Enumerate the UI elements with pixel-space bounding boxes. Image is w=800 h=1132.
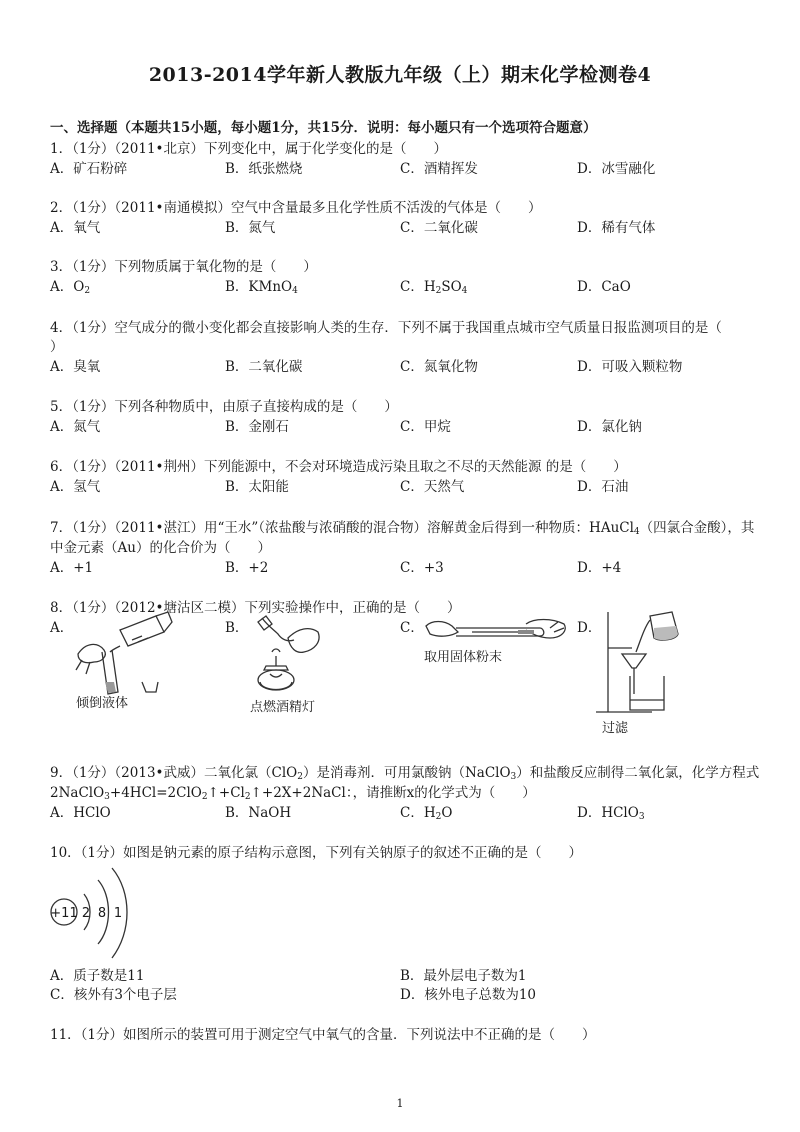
question-1-option-b: B．纸张燃烧	[225, 161, 303, 177]
question-1-option-d: D．冰雪融化	[577, 161, 656, 177]
page-title: 2013-2014学年新人教版九年级（上）期末化学检测卷4	[148, 64, 652, 86]
question-4-option-b: B．二氧化碳	[225, 359, 303, 375]
question-8-caption-b: 点燃酒精灯	[250, 700, 316, 715]
question-4-option-d: D．可吸入颗粒物	[577, 359, 683, 375]
question-9-option-c: C．$H_2O$	[400, 805, 453, 822]
question-6-option-b: B．太阳能	[225, 479, 289, 495]
question-7-option-a: A．+1	[50, 560, 94, 576]
question-5-option-d: D．氯化钠	[577, 419, 642, 435]
question-4-option-a: A．臭氧	[50, 359, 101, 375]
question-9-equation: $2NaClO_3+4HCl=2ClO_2↑+Cl_2↑+2X+2NaCl$：，请推断x的化学式为（ ）	[50, 785, 536, 802]
shell-electrons-1: 2	[81, 906, 91, 921]
question-5-option-b: B．金刚石	[225, 419, 289, 435]
section-heading: 一、选择题（本题共15小题，每小题1分，共15分．说明：每小题只有一个选项符合题意）	[50, 120, 597, 136]
question-7-option-c: C．+3	[400, 560, 444, 576]
question-8-option-d: D．	[577, 620, 602, 636]
question-8-stem: 8．（1分）（2012•塘沽区二模）下列实验操作中，正确的是（ ）	[50, 600, 461, 616]
page-number: 1	[396, 1097, 404, 1110]
question-7-stem-cont: 中金元素（Au）的化合价为（ ）	[50, 540, 271, 556]
question-11-stem: 11．（1分）如图所示的装置可用于测定空气中氧气的含量．下列说法中不正确的是（ ）	[50, 1027, 596, 1043]
question-8-caption-c: 取用固体粉末	[424, 650, 503, 665]
question-6-stem: 6．（1分）（2011•荆州）下列能源中，不会对环境造成污染且取之不尽的天然能源 的是（ ）	[50, 459, 627, 475]
question-2-option-d: D．稀有气体	[577, 220, 656, 236]
question-10-option-c: C．核外有3个电子层	[50, 987, 177, 1003]
question-6-option-c: C．天然气	[400, 479, 465, 495]
question-4-stem-cont: ）	[50, 339, 64, 355]
question-3-option-a: A．$O_2$	[50, 279, 91, 296]
question-2-option-a: A．氧气	[50, 220, 101, 236]
pouring-liquid-illustration	[72, 612, 182, 696]
question-9-option-d: D．HClO$_3$	[577, 805, 645, 822]
question-8-caption-a: 倾倒液体	[76, 696, 129, 711]
question-8-option-b: B．	[225, 620, 249, 636]
question-6-option-d: D．石油	[577, 479, 629, 495]
question-10-option-d: D．核外电子总数为10	[400, 987, 537, 1003]
question-3-option-d: D．CaO	[577, 279, 631, 295]
question-8-caption-d: 过滤	[602, 721, 629, 736]
solid-powder-illustration	[422, 616, 572, 646]
question-1-option-c: C．酒精挥发	[400, 161, 478, 177]
question-9-stem: 9．（1分）（2013•武威）二氧化氯（ClO$_2$）是消毒剂．可用氯酸钠（NaClO$_3$）和盐酸反应制得二氧化氯，化学方程式	[50, 765, 760, 782]
question-10-stem: 10．（1分）如图是钠元素的原子结构示意图，下列有关钠原子的叙述不正确的是（ ）	[50, 845, 583, 861]
shell-electrons-3: 1	[113, 906, 123, 921]
question-3-option-b: B．KMnO$_4$	[225, 279, 298, 296]
question-7-option-b: B．+2	[225, 560, 269, 576]
question-7-stem: 7．（1分）（2011•湛江）用“王水”（浓盐酸与浓硝酸的混合物）溶解黄金后得到一种物质：HAuCl$_4$（四氯合金酸），其	[50, 520, 755, 537]
filtration-illustration	[594, 612, 704, 720]
question-6-option-a: A．氢气	[50, 479, 101, 495]
question-3-option-c: C．$H_2SO_4$	[400, 279, 468, 296]
question-10-option-b: B．最外层电子数为1	[400, 968, 527, 984]
question-2-option-c: C．二氧化碳	[400, 220, 478, 236]
nucleus-charge: +11	[50, 906, 78, 921]
question-5-option-c: C．甲烷	[400, 419, 451, 435]
sodium-atom-diagram	[46, 868, 136, 960]
question-4-stem: 4．（1分）空气成分的微小变化都会直接影响人类的生存．下列不属于我国重点城市空气质量日报监测项目的是（	[50, 320, 722, 336]
question-5-option-a: A．氮气	[50, 419, 101, 435]
question-10-option-a: A．质子数是11	[50, 968, 145, 984]
question-2-stem: 2．（1分）（2011•南通模拟）空气中含量最多且化学性质不活泼的气体是（ ）	[50, 200, 542, 216]
question-4-option-c: C．氮氧化物	[400, 359, 478, 375]
question-9-option-b: B．NaOH	[225, 805, 292, 821]
question-2-option-b: B．氮气	[225, 220, 276, 236]
question-3-stem: 3．（1分）下列物质属于氧化物的是（ ）	[50, 259, 317, 275]
shell-electrons-2: 8	[97, 906, 107, 921]
question-9-option-a: A．HClO	[50, 805, 111, 821]
question-8-option-c: C．	[400, 620, 424, 636]
alcohol-lamp-illustration	[248, 612, 328, 694]
question-1-stem: 1．（1分）（2011•北京）下列变化中，属于化学变化的是（ ）	[50, 141, 447, 157]
question-7-option-d: D．+4	[577, 560, 622, 576]
question-1-option-a: A．矿石粉碎	[50, 161, 128, 177]
question-5-stem: 5．（1分）下列各种物质中，由原子直接构成的是（ ）	[50, 399, 398, 415]
question-8-option-a: A．	[50, 620, 74, 636]
